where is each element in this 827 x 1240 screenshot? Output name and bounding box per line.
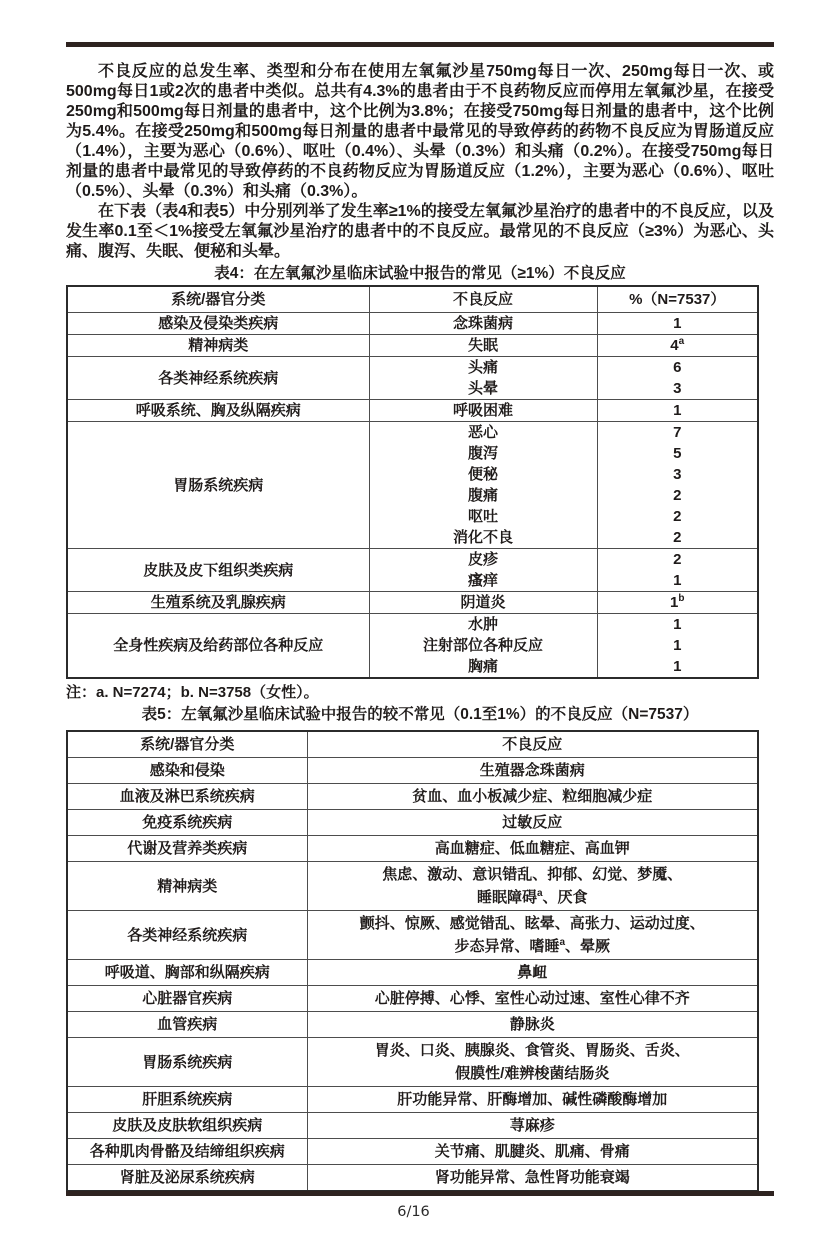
paragraph-overall-incidence: 不良反应的总发生率、类型和分布在使用左氧氟沙星750mg每日一次、250mg每日一次、或500mg每日1或2次的患者中类似。总共有4.3%的患者由于不良药物反应而停用左氧氟沙星，在接受250mg和500mg每日剂量的患者中，这个比例为3.8%；在接受750mg每日剂量的患者中，这个比例为5.4%。在接受250mg和500mg每日剂量的患者中最常见的导致停药的药物不良反应为胃肠道反应（1.4%），主要为恶心（0.6%）、呕吐（0.4%）、头晕（0.3%）和头痛（0.2%）。在接受750mg每日剂量的患者中最常见的导致停药的不良药物反应为胃肠道反应（1.2%），主要为恶心（0.6%）、呕吐（0.5%）、头晕（0.3%）和头痛（0.3%）。: [66, 63, 774, 200]
cell-adverse-reaction: 颤抖、惊厥、感觉错乱、眩晕、高张力、运动过度、 步态异常、嗜睡$^a$、晕厥: [307, 911, 758, 960]
table5-header-adverse-reaction: 不良反应: [307, 731, 758, 758]
table4-header-adverse-reaction: 不良反应: [369, 286, 597, 313]
cell-system-organ-class: 免疫系统疾病: [67, 810, 307, 836]
cell-system-organ-class: 肾脏及泌尿系统疾病: [67, 1165, 307, 1192]
paragraph-tables-intro: 在下表（表4和表5）中分别列举了发生率≥1%的接受左氧氟沙星治疗的患者中的不良反应，以及发生率0.1至＜1%接受左氧氟沙星治疗的患者中的不良反应。最常见的不良反应（≥3%）为恶心、头痛、腹泻、失眠、便秘和头晕。: [66, 203, 774, 260]
table5-row: [67, 784, 758, 810]
page-number: 6/16: [397, 1204, 430, 1220]
table5-row: [67, 1012, 758, 1038]
table5-row: [67, 836, 758, 862]
table5-header-row: [67, 731, 758, 758]
table4-row: [67, 549, 758, 571]
cell-percent: 1: [597, 313, 758, 335]
table4-title: 表4：在左氧氟沙星临床试验中报告的常见（≥1%）不良反应: [214, 265, 626, 282]
table5-row: [67, 1038, 758, 1087]
cell-percent: 2: [597, 506, 758, 527]
cell-system-organ-class: 各类神经系统疾病: [67, 911, 307, 960]
cell-adverse-reaction: 高血糖症、低血糖症、高血钾: [307, 836, 758, 862]
cell-adverse-reaction: 瘙痒: [369, 570, 597, 592]
table4-common-adverse-reactions: [66, 285, 759, 679]
cell-percent: 3: [597, 378, 758, 400]
cell-system-organ-class: 胃肠系统疾病: [67, 422, 369, 549]
cell-adverse-reaction: 鼻衄: [307, 960, 758, 986]
cell-percent: 1$^b$: [597, 592, 758, 614]
table5-header-system-organ-class: 系统/器官分类: [140, 736, 235, 753]
table5-row: [67, 862, 758, 911]
cell-adverse-reaction: 头晕: [369, 378, 597, 400]
cell-system-organ-class: 胃肠系统疾病: [67, 1038, 307, 1087]
cell-adverse-reaction: 胃炎、口炎、胰腺炎、食管炎、胃肠炎、舌炎、 假膜性/难辨梭菌结肠炎: [307, 1038, 758, 1087]
table4-header-system-organ-class: 系统/器官分类: [171, 291, 266, 308]
cell-adverse-reaction: 胸痛: [369, 656, 597, 678]
table4-row: [67, 422, 758, 444]
table4-row: [67, 313, 758, 335]
cell-system-organ-class: 呼吸道、胸部和纵隔疾病: [67, 960, 307, 986]
cell-adverse-reaction: 关节痛、肌腱炎、肌痛、骨痛: [307, 1139, 758, 1165]
cell-adverse-reaction: 呕吐: [369, 506, 597, 527]
table4-row: [67, 357, 758, 379]
cell-system-organ-class: 各类神经系统疾病: [67, 357, 369, 400]
cell-adverse-reaction: 腹泻: [369, 443, 597, 464]
table5-row: [67, 810, 758, 836]
table4-row: [67, 335, 758, 357]
cell-system-organ-class: 生殖系统及乳腺疾病: [67, 592, 369, 614]
cell-system-organ-class: 感染和侵染: [67, 758, 307, 784]
cell-adverse-reaction: 头痛: [369, 357, 597, 379]
cell-adverse-reaction: 皮疹: [369, 549, 597, 571]
table4-row: [67, 614, 758, 636]
cell-adverse-reaction: 肾功能异常、急性肾功能衰竭: [307, 1165, 758, 1192]
cell-system-organ-class: 代谢及营养类疾病: [67, 836, 307, 862]
cell-percent: 7: [597, 422, 758, 444]
table4-row: [67, 592, 758, 614]
cell-adverse-reaction: 水肿: [369, 614, 597, 636]
cell-adverse-reaction: 注射部位各种反应: [369, 635, 597, 656]
cell-adverse-reaction: 恶心: [369, 422, 597, 444]
bottom-rule: [66, 1191, 774, 1196]
cell-percent: 3: [597, 464, 758, 485]
cell-adverse-reaction: 念珠菌病: [369, 313, 597, 335]
cell-system-organ-class: 精神病类: [67, 862, 307, 911]
cell-adverse-reaction: 荨麻疹: [307, 1113, 758, 1139]
page-content: [66, 62, 774, 1192]
cell-system-organ-class: 感染及侵染类疾病: [67, 313, 369, 335]
cell-adverse-reaction: 生殖器念珠菌病: [307, 758, 758, 784]
cell-system-organ-class: 各种肌肉骨骼及结缔组织疾病: [67, 1139, 307, 1165]
cell-adverse-reaction: 失眠: [369, 335, 597, 357]
cell-adverse-reaction: 呼吸困难: [369, 400, 597, 422]
table4-row: [67, 400, 758, 422]
table4-header-percent: %（N=7537）: [597, 286, 758, 313]
table5-row: [67, 911, 758, 960]
cell-adverse-reaction: 贫血、血小板减少症、粒细胞减少症: [307, 784, 758, 810]
cell-system-organ-class: 皮肤及皮肤软组织疾病: [67, 1113, 307, 1139]
cell-system-organ-class: 血液及淋巴系统疾病: [67, 784, 307, 810]
cell-percent: 1: [597, 614, 758, 636]
table5-row: [67, 1113, 758, 1139]
cell-system-organ-class: 血管疾病: [67, 1012, 307, 1038]
table5-body: [67, 758, 758, 1192]
cell-percent: 5: [597, 443, 758, 464]
cell-adverse-reaction: 腹痛: [369, 485, 597, 506]
cell-percent: 6: [597, 357, 758, 379]
cell-percent: 1: [597, 400, 758, 422]
table5-title: 表5：左氧氟沙星临床试验中报告的较不常见（0.1至1%）的不良反应（N=7537）: [141, 706, 699, 723]
cell-percent: 2: [597, 527, 758, 549]
cell-system-organ-class: 皮肤及皮下组织类疾病: [67, 549, 369, 592]
cell-system-organ-class: 心脏器官疾病: [67, 986, 307, 1012]
cell-percent: 1: [597, 570, 758, 592]
cell-system-organ-class: 呼吸系统、胸及纵隔疾病: [67, 400, 369, 422]
top-rule: [66, 42, 774, 47]
table4-footnote: 注：a. N=7274；b. N=3758（女性）。: [66, 684, 319, 701]
cell-adverse-reaction: 心脏停搏、心悸、室性心动过速、室性心律不齐: [307, 986, 758, 1012]
cell-system-organ-class: 全身性疾病及给药部位各种反应: [67, 614, 369, 679]
cell-adverse-reaction: 肝功能异常、肝酶增加、碱性磷酸酶增加: [307, 1087, 758, 1113]
cell-percent: 2: [597, 549, 758, 571]
cell-percent: 1: [597, 635, 758, 656]
cell-percent: 2: [597, 485, 758, 506]
table5-row: [67, 1087, 758, 1113]
cell-percent: 4$^a$: [597, 335, 758, 357]
table5-row: [67, 1139, 758, 1165]
table5-row: [67, 960, 758, 986]
table5-less-common-adverse-reactions: [66, 730, 759, 1192]
cell-adverse-reaction: 阴道炎: [369, 592, 597, 614]
cell-adverse-reaction: 过敏反应: [307, 810, 758, 836]
table5-row: [67, 758, 758, 784]
table4-body: [67, 313, 758, 679]
cell-system-organ-class: 精神病类: [67, 335, 369, 357]
table5-row: [67, 1165, 758, 1192]
cell-percent: 1: [597, 656, 758, 678]
cell-system-organ-class: 肝胆系统疾病: [67, 1087, 307, 1113]
cell-adverse-reaction: 消化不良: [369, 527, 597, 549]
cell-adverse-reaction: 焦虑、激动、意识错乱、抑郁、幻觉、梦魇、 睡眠障碍$^a$、厌食: [307, 862, 758, 911]
table5-row: [67, 986, 758, 1012]
cell-adverse-reaction: 便秘: [369, 464, 597, 485]
table4-header-row: [67, 286, 758, 313]
cell-adverse-reaction: 静脉炎: [307, 1012, 758, 1038]
